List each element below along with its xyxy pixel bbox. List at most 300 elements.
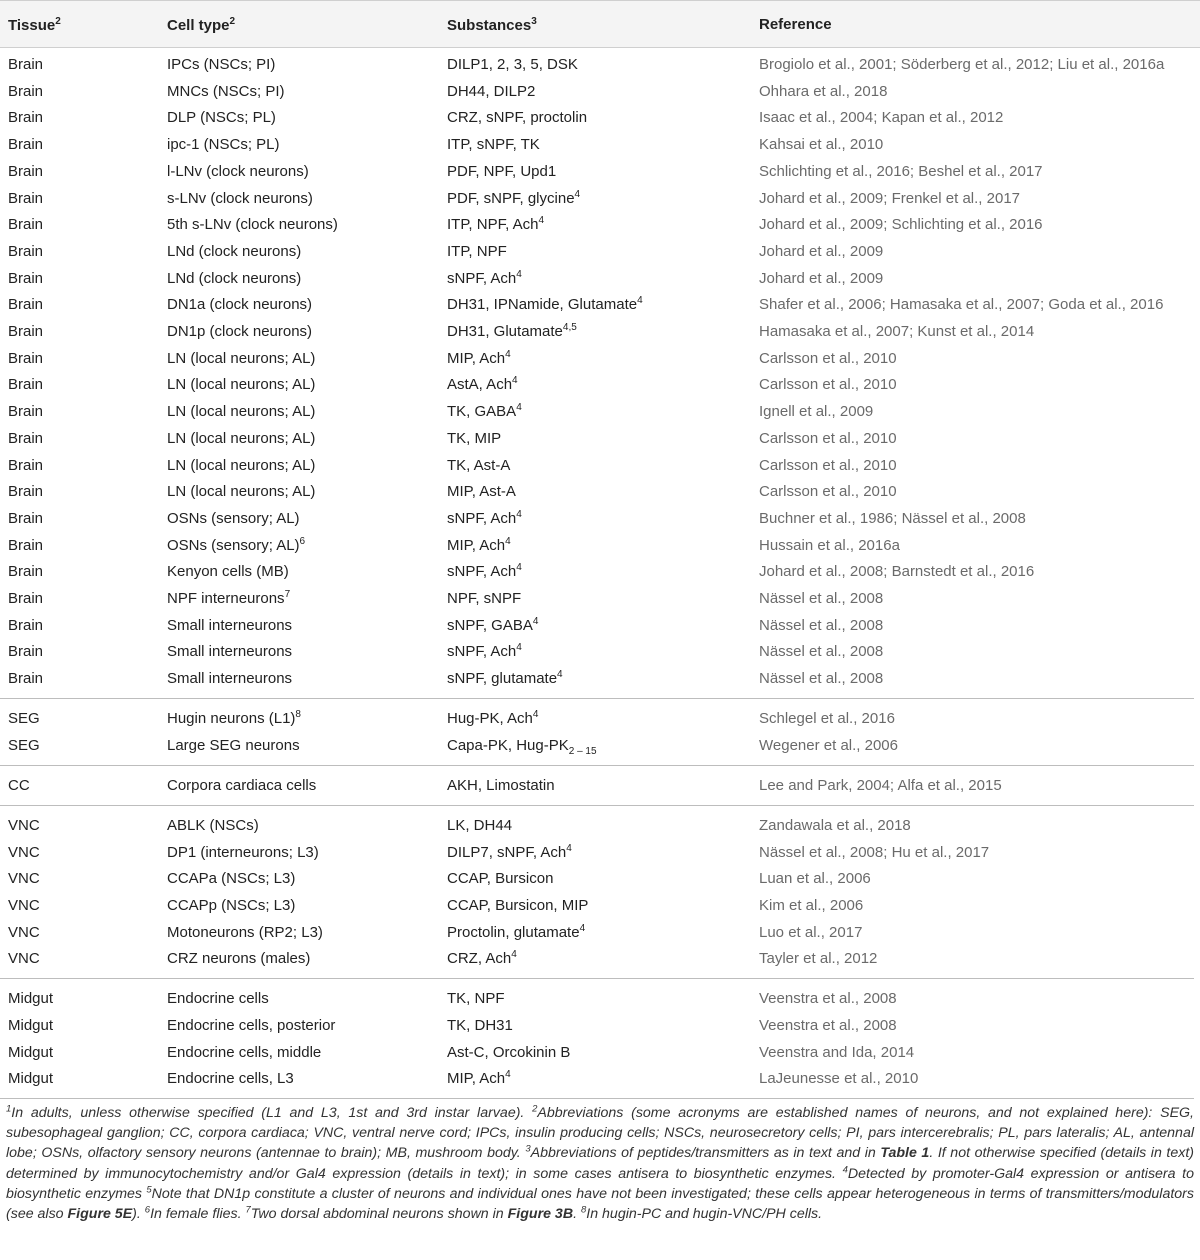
footnote-marker: 4: [637, 295, 643, 307]
cell-tissue: VNC: [8, 923, 40, 941]
cell-substances: [447, 617, 538, 634]
substances-text: CRZ, Ach: [447, 950, 512, 968]
cell-reference: Luan et al., 2006: [759, 870, 871, 888]
cell-cell-type: [167, 897, 295, 914]
footnote-marker: 4: [566, 842, 572, 854]
cell-type-text: CCAPp (NSCs; L3): [167, 896, 296, 914]
cell-reference: Nässel et al., 2008: [759, 616, 884, 634]
cell-tissue: Brain: [8, 643, 44, 661]
cell-reference: Shafer et al., 2006; Hamasaka et al., 2007; Goda et al., 2016: [759, 296, 1164, 314]
cell-substances: [447, 817, 512, 834]
substances-text: TK, Ast-A: [447, 456, 511, 474]
cell-type-text: ABLK (NSCs): [167, 816, 259, 834]
cell-cell-type: [167, 457, 315, 474]
cell-tissue: VNC: [8, 870, 40, 888]
group-divider: [0, 698, 1194, 699]
substances-text: ITP, NPF: [447, 242, 507, 260]
cell-cell-type: [167, 670, 292, 687]
cell-cell-type: [167, 296, 312, 313]
group-divider: [0, 978, 1194, 979]
cell-substances: [447, 56, 578, 73]
cell-cell-type: [167, 510, 300, 527]
footnote-bold-ref: Figure 5E: [67, 1206, 133, 1223]
substances-text: PDF, sNPF, glycine: [447, 189, 575, 207]
cell-reference: Zandawala et al., 2018: [759, 816, 911, 834]
cell-type-text: Corpora cardiaca cells: [167, 776, 317, 794]
table-row: [0, 159, 1200, 186]
cell-substances: [447, 109, 587, 126]
footnote-marker: 4: [512, 375, 518, 387]
table-row: [0, 479, 1200, 506]
substances-text: DH31, IPNamide, Glutamate: [447, 296, 638, 314]
cell-cell-type: [167, 590, 290, 607]
cell-substances: [447, 430, 501, 447]
footnote-marker: 4: [516, 508, 522, 520]
cell-tissue: Brain: [8, 590, 44, 607]
footnote-text: In hugin-PC and hugin-VNC/PH cells.: [586, 1206, 823, 1223]
cell-substances: [447, 670, 563, 687]
cell-tissue: Midgut: [8, 1070, 54, 1088]
cell-reference: Johard et al., 2009: [759, 242, 884, 260]
cell-reference: Veenstra et al., 2008: [759, 1017, 897, 1034]
cell-reference: Hamasaka et al., 2007; Kunst et al., 2014: [759, 323, 1035, 340]
cell-cell-type: [167, 350, 315, 367]
cell-type-text: DP1 (interneurons; L3): [167, 843, 319, 861]
cell-substances: [447, 643, 522, 660]
cell-reference: Schlichting et al., 2016; Beshel et al., 2017: [759, 162, 1043, 180]
table-row: [0, 586, 1200, 613]
cell-cell-type: [167, 537, 305, 554]
cell-cell-type: [167, 1070, 294, 1087]
substances-text: ITP, NPF, Ach: [447, 216, 539, 234]
table-row: [0, 946, 1200, 973]
cell-substances: [447, 563, 522, 580]
cell-substances: [447, 323, 577, 340]
cell-cell-type: [167, 243, 301, 260]
table-row: [0, 506, 1200, 533]
table-row: [0, 866, 1200, 893]
cell-cell-type: [167, 430, 315, 447]
table-row: [0, 1013, 1200, 1040]
cell-cell-type: [167, 1017, 335, 1034]
cell-substances: [447, 990, 505, 1007]
table-bottom-rule: [0, 1098, 1194, 1099]
cell-reference: Carlsson et al., 2010: [759, 456, 897, 474]
footnote-text: Note that DN1p constitute a cluster of neurons and individual ones have not been investigated; these cells appear heterogeneous in terms of transmitters/modulators (see also: [6, 1185, 1194, 1223]
cell-type-text: s-LNv (clock neurons): [167, 189, 313, 207]
substances-text: DH31, Glutamate: [447, 323, 563, 340]
cell-tissue: Brain: [8, 162, 44, 180]
table-row: [0, 266, 1200, 293]
substances-text: PDF, NPF, Upd1: [447, 162, 557, 180]
header-tissue: Tissue$^2$: [8, 16, 61, 34]
cell-type-text: Endocrine cells: [167, 990, 269, 1008]
cell-tissue: Brain: [8, 56, 44, 73]
cell-substances: [447, 243, 507, 260]
cell-cell-type: [167, 190, 313, 207]
substances-text: Capa-PK, Hug-PK: [447, 736, 569, 754]
cell-substances: [447, 897, 588, 914]
table-row: [0, 639, 1200, 666]
group-divider: [0, 805, 1194, 806]
cell-substances: [447, 163, 556, 180]
cell-cell-type: [167, 643, 292, 660]
header-substances: Substances$^3$: [447, 16, 537, 34]
cell-tissue: Brain: [8, 269, 44, 287]
cell-tissue: SEG: [8, 736, 40, 754]
cell-substances: [447, 950, 517, 967]
footnote-marker: 4: [579, 922, 586, 934]
substances-text: DILP1, 2, 3, 5, DSK: [447, 56, 578, 73]
cell-cell-type: [167, 563, 289, 580]
cell-type-text: LN (local neurons; AL): [167, 429, 316, 447]
cell-tissue: Midgut: [8, 1017, 54, 1034]
cell-cell-type: [167, 990, 269, 1007]
cell-substances: [447, 1044, 570, 1061]
cell-tissue: Brain: [8, 242, 44, 260]
substances-text: CCAP, Bursicon: [447, 870, 554, 888]
cell-reference: Kim et al., 2006: [759, 896, 864, 914]
cell-tissue: Brain: [8, 82, 44, 100]
group-divider: [0, 765, 1194, 766]
cell-reference: Buchner et al., 1986; Nässel et al., 2008: [759, 509, 1026, 527]
header-cell-type: Cell type$^2$: [167, 16, 236, 34]
cell-cell-type: [167, 163, 309, 180]
footnote-marker: 8: [295, 709, 301, 721]
table-row: [0, 613, 1200, 640]
cell-type-text: Small interneurons: [167, 616, 293, 634]
footnote-marker: 4: [538, 215, 544, 227]
cell-tissue: Brain: [8, 536, 44, 554]
cell-reference: Johard et al., 2008; Barnstedt et al., 2016: [759, 563, 1035, 581]
cell-cell-type: [167, 270, 301, 287]
substances-text: MIP, Ach: [447, 349, 506, 367]
cell-type-text: Hugin neurons (L1): [167, 710, 296, 728]
footnote-text: ).: [132, 1206, 145, 1223]
cell-reference: Nässel et al., 2008: [759, 590, 884, 607]
table-row: [0, 1066, 1200, 1093]
substances-text: MIP, Ach: [447, 536, 506, 554]
cell-substances: [447, 537, 511, 554]
cell-tissue: Midgut: [8, 990, 54, 1008]
cell-substances: [447, 457, 510, 474]
cell-cell-type: [167, 323, 312, 340]
table-row: [0, 920, 1200, 947]
cell-substances: [447, 403, 522, 420]
cell-reference: Johard et al., 2009: [759, 269, 884, 287]
cell-substances: [447, 844, 572, 861]
cell-type-text: Small interneurons: [167, 670, 293, 688]
cell-reference: Isaac et al., 2004; Kapan et al., 2012: [759, 109, 1004, 127]
cell-type-text: ipc-1 (NSCs; PL): [167, 136, 280, 154]
table-row: [0, 1040, 1200, 1067]
substances-text: DILP7, sNPF, Ach: [447, 843, 567, 861]
table-footnotes: [6, 1103, 1194, 1224]
cell-reference: Veenstra and Ida, 2014: [759, 1043, 915, 1061]
cell-reference: Nässel et al., 2008: [759, 643, 884, 661]
substances-text: sNPF, Ach: [447, 563, 517, 581]
cell-cell-type: [167, 777, 316, 794]
cell-type-text: DLP (NSCs; PL): [167, 109, 276, 127]
substances-text: sNPF, Ach: [447, 509, 517, 527]
footnote-marker: 4: [505, 1069, 511, 1081]
substances-text: DH44, DILP2: [447, 82, 536, 100]
footnote-number: 4: [842, 1163, 848, 1175]
subscript-range: 2 – 15: [568, 745, 597, 757]
substances-text: AstA, Ach: [447, 376, 513, 394]
footnote-bold-ref: Table 1: [880, 1145, 930, 1162]
cell-reference: Ohhara et al., 2018: [759, 82, 888, 100]
cell-type-text: LN (local neurons; AL): [167, 376, 316, 394]
table-row: [0, 292, 1200, 319]
cell-tissue: VNC: [8, 816, 40, 834]
cell-tissue: Brain: [8, 189, 44, 207]
cell-substances: [447, 870, 553, 887]
cell-substances: [447, 376, 518, 393]
cell-type-text: Endocrine cells, middle: [167, 1043, 322, 1061]
table-row: [0, 813, 1200, 840]
cell-reference: LaJeunesse et al., 2010: [759, 1070, 919, 1088]
cell-tissue: Brain: [8, 670, 44, 688]
cell-reference: Lee and Park, 2004; Alfa et al., 2015: [759, 776, 1002, 794]
cell-substances: [447, 736, 597, 757]
footnote-bold-ref: Figure 3B: [507, 1206, 574, 1223]
cell-substances: [447, 510, 522, 527]
cell-reference: Carlsson et al., 2010: [759, 483, 897, 501]
cell-reference: Veenstra et al., 2008: [759, 990, 897, 1008]
cell-substances: [447, 296, 643, 313]
cell-substances: [447, 590, 521, 607]
table-row: [0, 239, 1200, 266]
cell-reference: Luo et al., 2017: [759, 923, 863, 941]
cell-substances: [447, 270, 522, 287]
cell-type-text: MNCs (NSCs; PI): [167, 82, 285, 100]
cell-tissue: Midgut: [8, 1043, 54, 1061]
cell-reference: Tayler et al., 2012: [759, 950, 878, 968]
table-row: [0, 319, 1200, 346]
cell-type-text: OSNs (sensory; AL): [167, 536, 300, 554]
footnote-text: . If not otherwise specified (details in text) determined by immunocytochemistry and/or Gal4 expression (details in text); in some cases antisera to biosynthetic enzymes.: [6, 1145, 1195, 1182]
cell-reference: Wegener et al., 2006: [759, 736, 898, 754]
cell-substances: [447, 924, 585, 941]
table-row: [0, 533, 1200, 560]
header-reference: Reference: [759, 16, 832, 33]
cell-tissue: Brain: [8, 456, 44, 474]
cell-tissue: SEG: [8, 710, 40, 728]
cell-cell-type: [167, 950, 310, 967]
table-row: [0, 346, 1200, 373]
cell-cell-type: [167, 817, 259, 834]
cell-reference: Kahsai et al., 2010: [759, 136, 884, 154]
footnote-text: Two dorsal abdominal neurons shown in: [250, 1206, 508, 1223]
cell-tissue: VNC: [8, 896, 40, 914]
footnote-marker: 4: [516, 402, 522, 414]
table-row: [0, 893, 1200, 920]
cell-reference: Johard et al., 2009; Frenkel et al., 2017: [759, 189, 1020, 207]
cell-type-text: 5th s-LNv (clock neurons): [167, 216, 338, 234]
footnote-marker: 4,5: [562, 322, 577, 333]
table-row: [0, 773, 1200, 800]
cell-tissue: Brain: [8, 429, 44, 447]
cell-substances: [447, 190, 580, 207]
cell-cell-type: [167, 737, 300, 754]
cell-type-text: l-LNv (clock neurons): [167, 162, 309, 180]
cell-type-text: DN1p (clock neurons): [167, 323, 313, 340]
substances-text: Hug-PK, Ach: [447, 710, 533, 728]
footnote-number: 5: [146, 1184, 152, 1196]
cell-reference: Johard et al., 2009; Schlichting et al., 2016: [759, 216, 1043, 234]
cell-type-text: LNd (clock neurons): [167, 242, 302, 260]
cell-tissue: Brain: [8, 323, 44, 340]
substances-text: sNPF, Ach: [447, 269, 517, 287]
cell-type-text: IPCs (NSCs; PI): [167, 56, 276, 73]
footnote-text: Abbreviations (some acronyms are established names of neurons, and not explained here): SEG, subesophageal ganglion; CC, corpora cardiaca; VNC, ventral nerve cord; IPCs, insulin producing cells; NSCs, neurosecretory cells; PI, pars intercerebralis; PL, pars lateralis; AL, antennal lobe; OSNs, olfactory sensory neurons (antennae to brain); MB, mushroom body.: [6, 1105, 1195, 1162]
cell-type-text: Endocrine cells, L3: [167, 1070, 294, 1088]
footnote-number: 2: [532, 1103, 538, 1115]
footnote-marker: 4: [505, 535, 511, 547]
table-header: [0, 0, 1200, 48]
cell-cell-type: [167, 83, 285, 100]
table-row: [0, 453, 1200, 480]
table-row: [0, 105, 1200, 132]
substances-text: sNPF, GABA: [447, 616, 533, 634]
cell-type-text: Motoneurons (RP2; L3): [167, 923, 323, 941]
substances-text: TK, GABA: [447, 403, 517, 421]
cell-tissue: VNC: [8, 843, 40, 861]
footnote-number: 8: [580, 1204, 587, 1216]
footnote-marker: 4: [532, 709, 539, 721]
footnote-marker: 4: [511, 949, 517, 961]
substances-text: CCAP, Bursicon, MIP: [447, 896, 589, 914]
footnote-text: In female flies.: [150, 1206, 246, 1223]
cell-type-text: Kenyon cells (MB): [167, 563, 289, 581]
cell-cell-type: [167, 136, 280, 153]
cell-tissue: Brain: [8, 376, 44, 394]
cell-cell-type: [167, 870, 295, 887]
table-row: [0, 840, 1200, 867]
cell-substances: [447, 136, 540, 153]
cell-type-text: LN (local neurons; AL): [167, 456, 316, 474]
cell-cell-type: [167, 403, 315, 420]
footnote-text: Abbreviations of peptides/transmitters as in text and in: [530, 1145, 881, 1162]
cell-tissue: Brain: [8, 403, 44, 421]
substances-text: AKH, Limostatin: [447, 776, 555, 794]
cell-type-text: Endocrine cells, posterior: [167, 1017, 336, 1034]
cell-cell-type: [167, 924, 323, 941]
substances-text: sNPF, Ach: [447, 643, 517, 661]
footnote-marker: 4: [516, 642, 522, 654]
cell-tissue: Brain: [8, 136, 44, 154]
cell-substances: [447, 350, 511, 367]
substances-text: TK, NPF: [447, 990, 505, 1008]
cell-substances: [447, 216, 544, 233]
cell-tissue: Brain: [8, 296, 44, 314]
footnote-number: 1: [6, 1103, 12, 1115]
footnote-number: 6: [144, 1204, 151, 1216]
table-row: [0, 399, 1200, 426]
substances-text: sNPF, glutamate: [447, 670, 558, 688]
cell-substances: [447, 483, 516, 500]
cell-type-text: LN (local neurons; AL): [167, 483, 316, 501]
substances-text: ITP, sNPF, TK: [447, 136, 540, 154]
substances-text: MIP, Ast-A: [447, 483, 516, 501]
cell-reference: Schlegel et al., 2016: [759, 710, 895, 728]
cell-tissue: Brain: [8, 563, 44, 581]
cell-cell-type: [167, 710, 301, 727]
substances-text: MIP, Ach: [447, 1070, 506, 1088]
table-row: [0, 186, 1200, 213]
substances-text: LK, DH44: [447, 816, 513, 834]
substances-text: NPF, sNPF: [447, 590, 522, 607]
cell-type-text: LNd (clock neurons): [167, 269, 302, 287]
table-row: [0, 666, 1200, 693]
cell-reference: Hussain et al., 2016a: [759, 536, 900, 554]
cell-tissue: VNC: [8, 950, 40, 968]
cell-reference: Carlsson et al., 2010: [759, 429, 897, 447]
cell-tissue: Brain: [8, 109, 44, 127]
cell-reference: Ignell et al., 2009: [759, 403, 874, 421]
substances-text: TK, MIP: [447, 429, 502, 447]
cell-reference: Carlsson et al., 2010: [759, 349, 897, 367]
table-row: [0, 132, 1200, 159]
table-row: [0, 706, 1200, 733]
cell-type-text: CCAPa (NSCs; L3): [167, 870, 296, 888]
footnote-text: .: [573, 1206, 581, 1223]
cell-cell-type: [167, 216, 338, 233]
substances-text: CRZ, sNPF, proctolin: [447, 109, 588, 127]
footnote-marker: 4: [516, 268, 522, 280]
cell-cell-type: [167, 483, 315, 500]
cell-substances: [447, 777, 555, 794]
cell-tissue: Brain: [8, 509, 44, 527]
substances-text: Ast-C, Orcokinin B: [447, 1043, 571, 1061]
cell-cell-type: [167, 376, 315, 393]
cell-cell-type: [167, 109, 276, 126]
table-row: [0, 559, 1200, 586]
cell-reference: Nässel et al., 2008; Hu et al., 2017: [759, 843, 990, 861]
footnote-text: In adults, unless otherwise specified (L1 and L3, 1st and 3rd instar larvae).: [11, 1105, 533, 1121]
cell-cell-type: [167, 844, 319, 861]
cell-reference: Nässel et al., 2008: [759, 670, 884, 688]
cell-substances: [447, 83, 535, 100]
footnote-marker: 4: [516, 562, 522, 574]
cell-type-text: OSNs (sensory; AL): [167, 509, 300, 527]
cell-substances: [447, 1017, 513, 1034]
cell-type-text: LN (local neurons; AL): [167, 403, 316, 421]
table-row: [0, 212, 1200, 239]
cell-type-text: Small interneurons: [167, 643, 293, 661]
cell-type-text: LN (local neurons; AL): [167, 349, 316, 367]
cell-reference: Brogiolo et al., 2001; Söderberg et al., 2012; Liu et al., 2016a: [759, 56, 1165, 73]
footnote-marker: 4: [574, 188, 581, 200]
cell-tissue: Brain: [8, 216, 44, 234]
footnote-marker: 4: [557, 669, 563, 681]
table-row: [0, 52, 1200, 79]
table-row: [0, 79, 1200, 106]
cell-type-text: NPF interneurons: [167, 590, 285, 607]
cell-tissue: Brain: [8, 349, 44, 367]
footnote-marker: 4: [505, 348, 511, 360]
table-row: [0, 986, 1200, 1013]
cell-cell-type: [167, 1044, 321, 1061]
substances-text: Proctolin, glutamate: [447, 923, 580, 941]
table-row: [0, 733, 1200, 760]
substances-text: TK, DH31: [447, 1017, 513, 1034]
footnote-number: 3: [525, 1143, 531, 1155]
cell-tissue: Brain: [8, 616, 44, 634]
table-row: [0, 372, 1200, 399]
footnote-text: Detected by promoter-Gal4 expression or antisera to biosynthetic enzymes: [6, 1165, 1194, 1202]
